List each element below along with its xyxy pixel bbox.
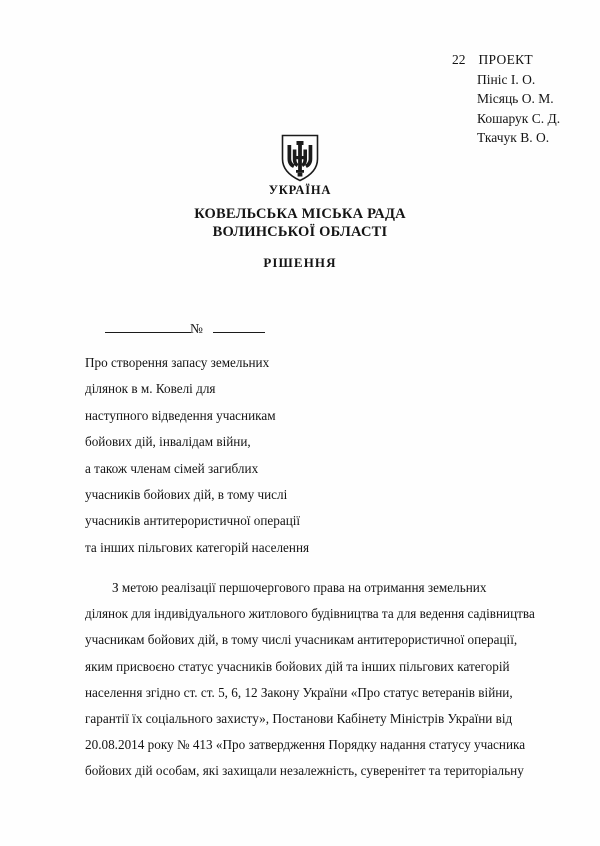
body-line: ділянок для індивідуального житлового будівництва та для ведення садівництва	[85, 606, 535, 622]
subject-line: учасників антитерористичної операції	[85, 513, 301, 529]
subject-line: наступного відведення учасникам	[85, 407, 276, 423]
emblem-container	[0, 134, 600, 182]
body-line: гарантії їх соціального захисту», Постанови Кабінету Міністрів України від	[85, 711, 513, 727]
approver-name: Місяць О. М.	[477, 91, 554, 106]
subject-line: учасників бойових дій, в тому числі	[85, 487, 288, 503]
organization-name-line2: ВОЛИНСЬКОЇ ОБЛАСТІ	[212, 223, 388, 240]
date-blank-rule	[105, 332, 191, 333]
approval-block	[452, 50, 560, 148]
subject-block	[85, 350, 415, 561]
subject-line: бойових дій, інвалідам війни,	[85, 434, 251, 450]
approver-name: Ткачук В. О.	[477, 130, 550, 145]
document-type-heading: РІШЕННЯ	[263, 255, 337, 270]
subject-line: а також членам сімей загиблих	[85, 460, 259, 476]
organization-name	[0, 206, 600, 241]
date-number-line	[105, 316, 265, 336]
organization-name-line1: КОВЕЛЬСЬКА МІСЬКА РАДА	[194, 206, 406, 222]
approval-first-row	[452, 50, 560, 70]
body-line: З метою реалізації першочергового права на отримання земельних	[112, 580, 487, 595]
agenda-number: 22	[452, 52, 466, 67]
country-caption: УКРАЇНА	[268, 183, 332, 197]
body-line: яким присвоєно статус учасників бойових дій та інших пільгових категорій	[85, 658, 510, 674]
body-paragraph	[85, 575, 535, 785]
number-blank-rule	[213, 332, 265, 333]
draft-label: ПРОЕКТ	[478, 52, 533, 67]
subject-line: та інших пільгових категорій населення	[85, 539, 310, 555]
approver-name: Пініс І. О.	[477, 71, 536, 87]
subject-line: Про створення запасу земельних	[85, 355, 270, 370]
approver-name: Кошарук С. Д.	[477, 110, 561, 126]
body-line: бойових дій особам, які захищали незалежність, суверенітет та територіальну	[85, 763, 524, 779]
body-line: 20.08.2014 року № 413 «Про затвердження Порядку надання статусу учасника	[85, 737, 526, 753]
body-line: учасникам бойових дій, в тому числі учасникам антитерористичної операції,	[85, 632, 518, 648]
number-symbol: №	[190, 320, 203, 336]
ukraine-trident-coat-of-arms-icon	[281, 134, 319, 182]
body-line: населення згідно ст. ст. 5, 6, 12 Закону України «Про статус ветеранів війни,	[85, 684, 513, 700]
subject-line: ділянок в м. Ковелі для	[85, 381, 216, 397]
